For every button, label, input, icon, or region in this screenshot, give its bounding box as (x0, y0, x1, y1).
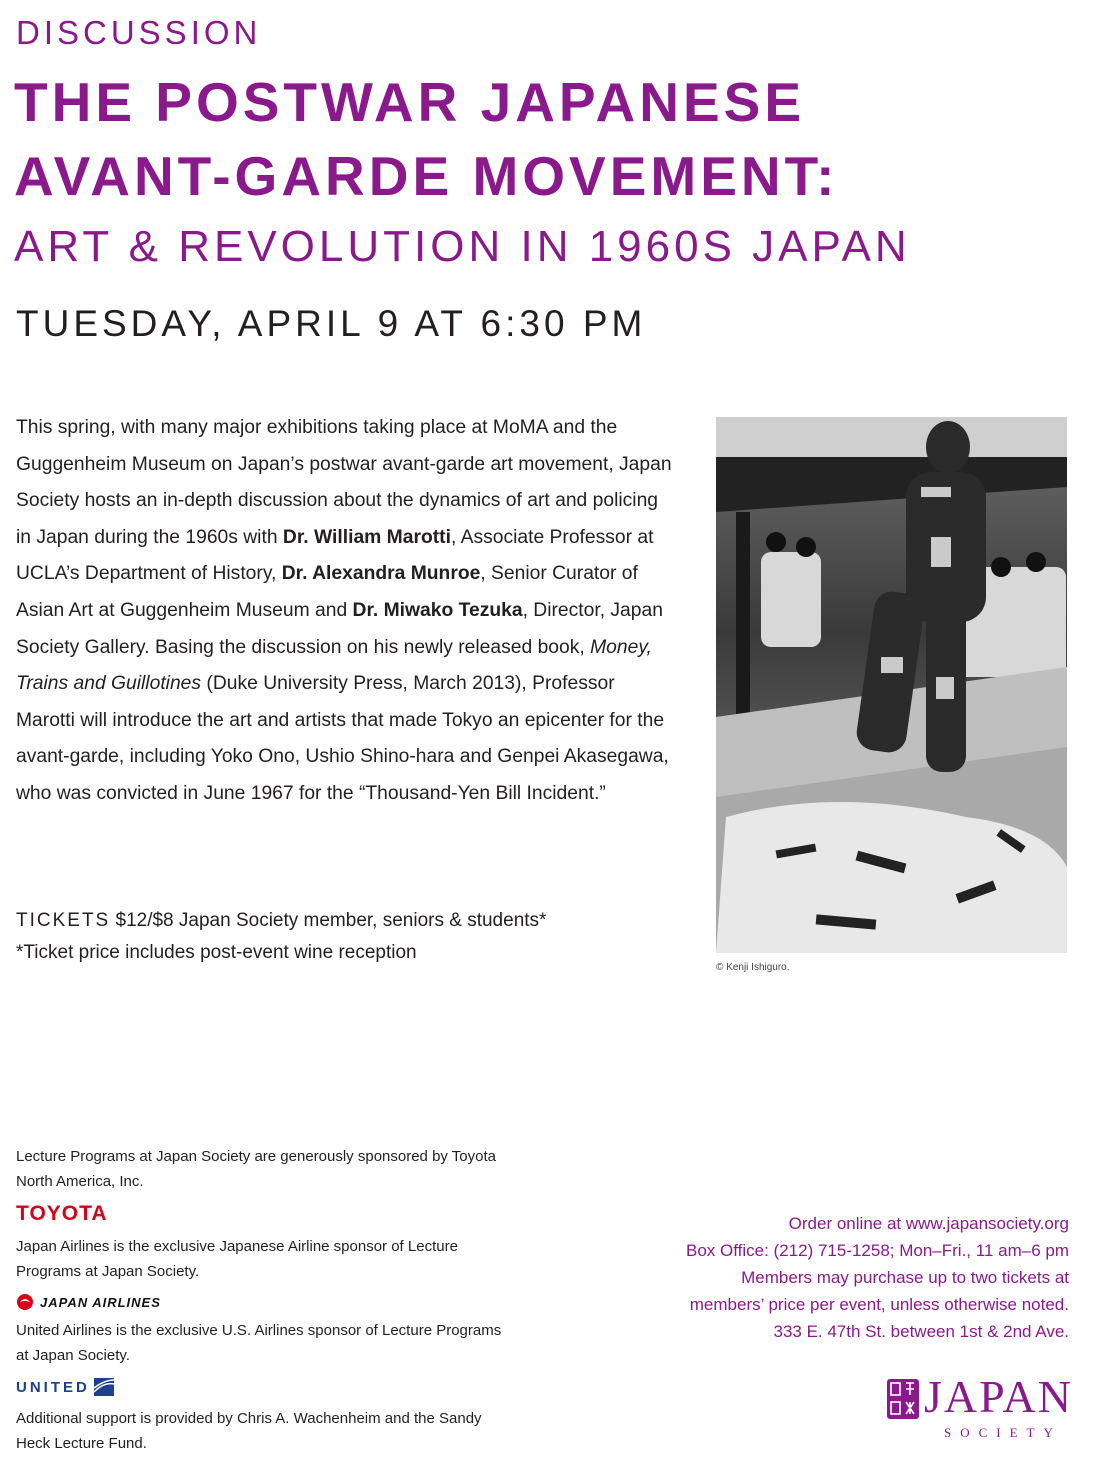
jal-logo-text: JAPAN AIRLINES (40, 1294, 161, 1310)
tickets-label: TICKETS (16, 910, 111, 931)
logo-society-text: SOCIETY (944, 1425, 1062, 1440)
jal-crane-icon (16, 1293, 34, 1311)
event-description (16, 410, 676, 813)
united-sponsor-text: United Airlines is the exclusive U.S. Airlines sponsor of Lecture Programs at Japan Society. (16, 1322, 502, 1364)
event-datetime: TUESDAY, APRIL 9 AT 6:30 PM (16, 303, 647, 344)
description-text-1: This spring, with many major exhibitions taking place at MoMA and the Guggenheim Museum on Japan’s postwar avant-garde art movement, Japan Society hosts an in-depth discussion about the dynamics of art and policing in Japan during the 1960s with (16, 417, 672, 548)
toyota-logo: TOYOTA (16, 1202, 108, 1225)
speaker-name-1: Dr. William Marotti (282, 526, 451, 548)
speaker-name-2: Dr. Alexandra Munroe (281, 563, 481, 585)
ticket-price: $12/$8 Japan Society member, seniors & students* (110, 910, 547, 931)
box-office-info: Box Office: (212) 715-1258; Mon–Fri., 11 am–6 pm (685, 1241, 1069, 1260)
title-line-1: THE POSTWAR JAPANESE (14, 71, 806, 133)
order-info (686, 1210, 1069, 1345)
members-info-2: members’ price per event, unless otherwise noted. (689, 1295, 1069, 1314)
title-line-2: AVANT-GARDE MOVEMENT: (14, 145, 839, 207)
ticket-price-line (16, 905, 546, 937)
members-info-1: Members may purchase up to two tickets at (741, 1268, 1069, 1287)
logo-wordmark: JAPAN (924, 1371, 1073, 1422)
book-title: Money, Trains and Guillotines (16, 636, 652, 695)
address: 333 E. 47th St. between 1st & 2nd Ave. (773, 1322, 1069, 1341)
toyota-sponsor-text: Lecture Programs at Japan Society are generously sponsored by Toyota North America, Inc. (16, 1148, 496, 1190)
ticket-note: *Ticket price includes post-event wine reception (16, 942, 417, 963)
order-online-link[interactable]: Order online at www.japansociety.org (788, 1214, 1069, 1233)
tickets-info (16, 905, 546, 969)
sponsors-section (16, 1144, 516, 1456)
event-type-label: DISCUSSION (16, 14, 262, 51)
description-text-2: , Associate Professor at UCLA’s Department of History, (16, 526, 654, 585)
subtitle: ART & REVOLUTION IN 1960S JAPAN (14, 222, 911, 271)
japan-society-logo (886, 1370, 1071, 1450)
description-text-3: , Senior Curator of Asian Art at Guggenheim Museum and (16, 563, 638, 621)
speaker-name-3: Dr. Miwako Tezuka (352, 599, 523, 621)
united-logo-text: UNITED (16, 1378, 90, 1396)
united-logo (16, 1374, 516, 1400)
additional-support-text: Additional support is provided by Chris A. Wachenheim and the Sandy Heck Lecture Fund. (16, 1410, 482, 1452)
jal-sponsor-text: Japan Airlines is the exclusive Japanese Airline sponsor of Lecture Programs at Japan Society. (16, 1238, 458, 1280)
event-photo (716, 417, 1067, 953)
description-text-5: (Duke University Press, March 2013), Professor Marotti will introduce the art and artists that made Tokyo an epicenter for the avant-garde, including Yoko Ono, Ushio Shino-hara and Genpei Akasegawa, who was convicted in June 1967 for the “Thousand-Yen Bill Incident.” (16, 673, 669, 804)
japan-society-seal-icon (886, 1378, 920, 1420)
jal-logo (16, 1290, 516, 1314)
photo-credit: © Kenji Ishiguro. (716, 962, 790, 973)
united-globe-icon (94, 1378, 114, 1396)
description-text-4: , Director, Japan Society Gallery. Basing the discussion on his newly released book, (16, 599, 663, 658)
